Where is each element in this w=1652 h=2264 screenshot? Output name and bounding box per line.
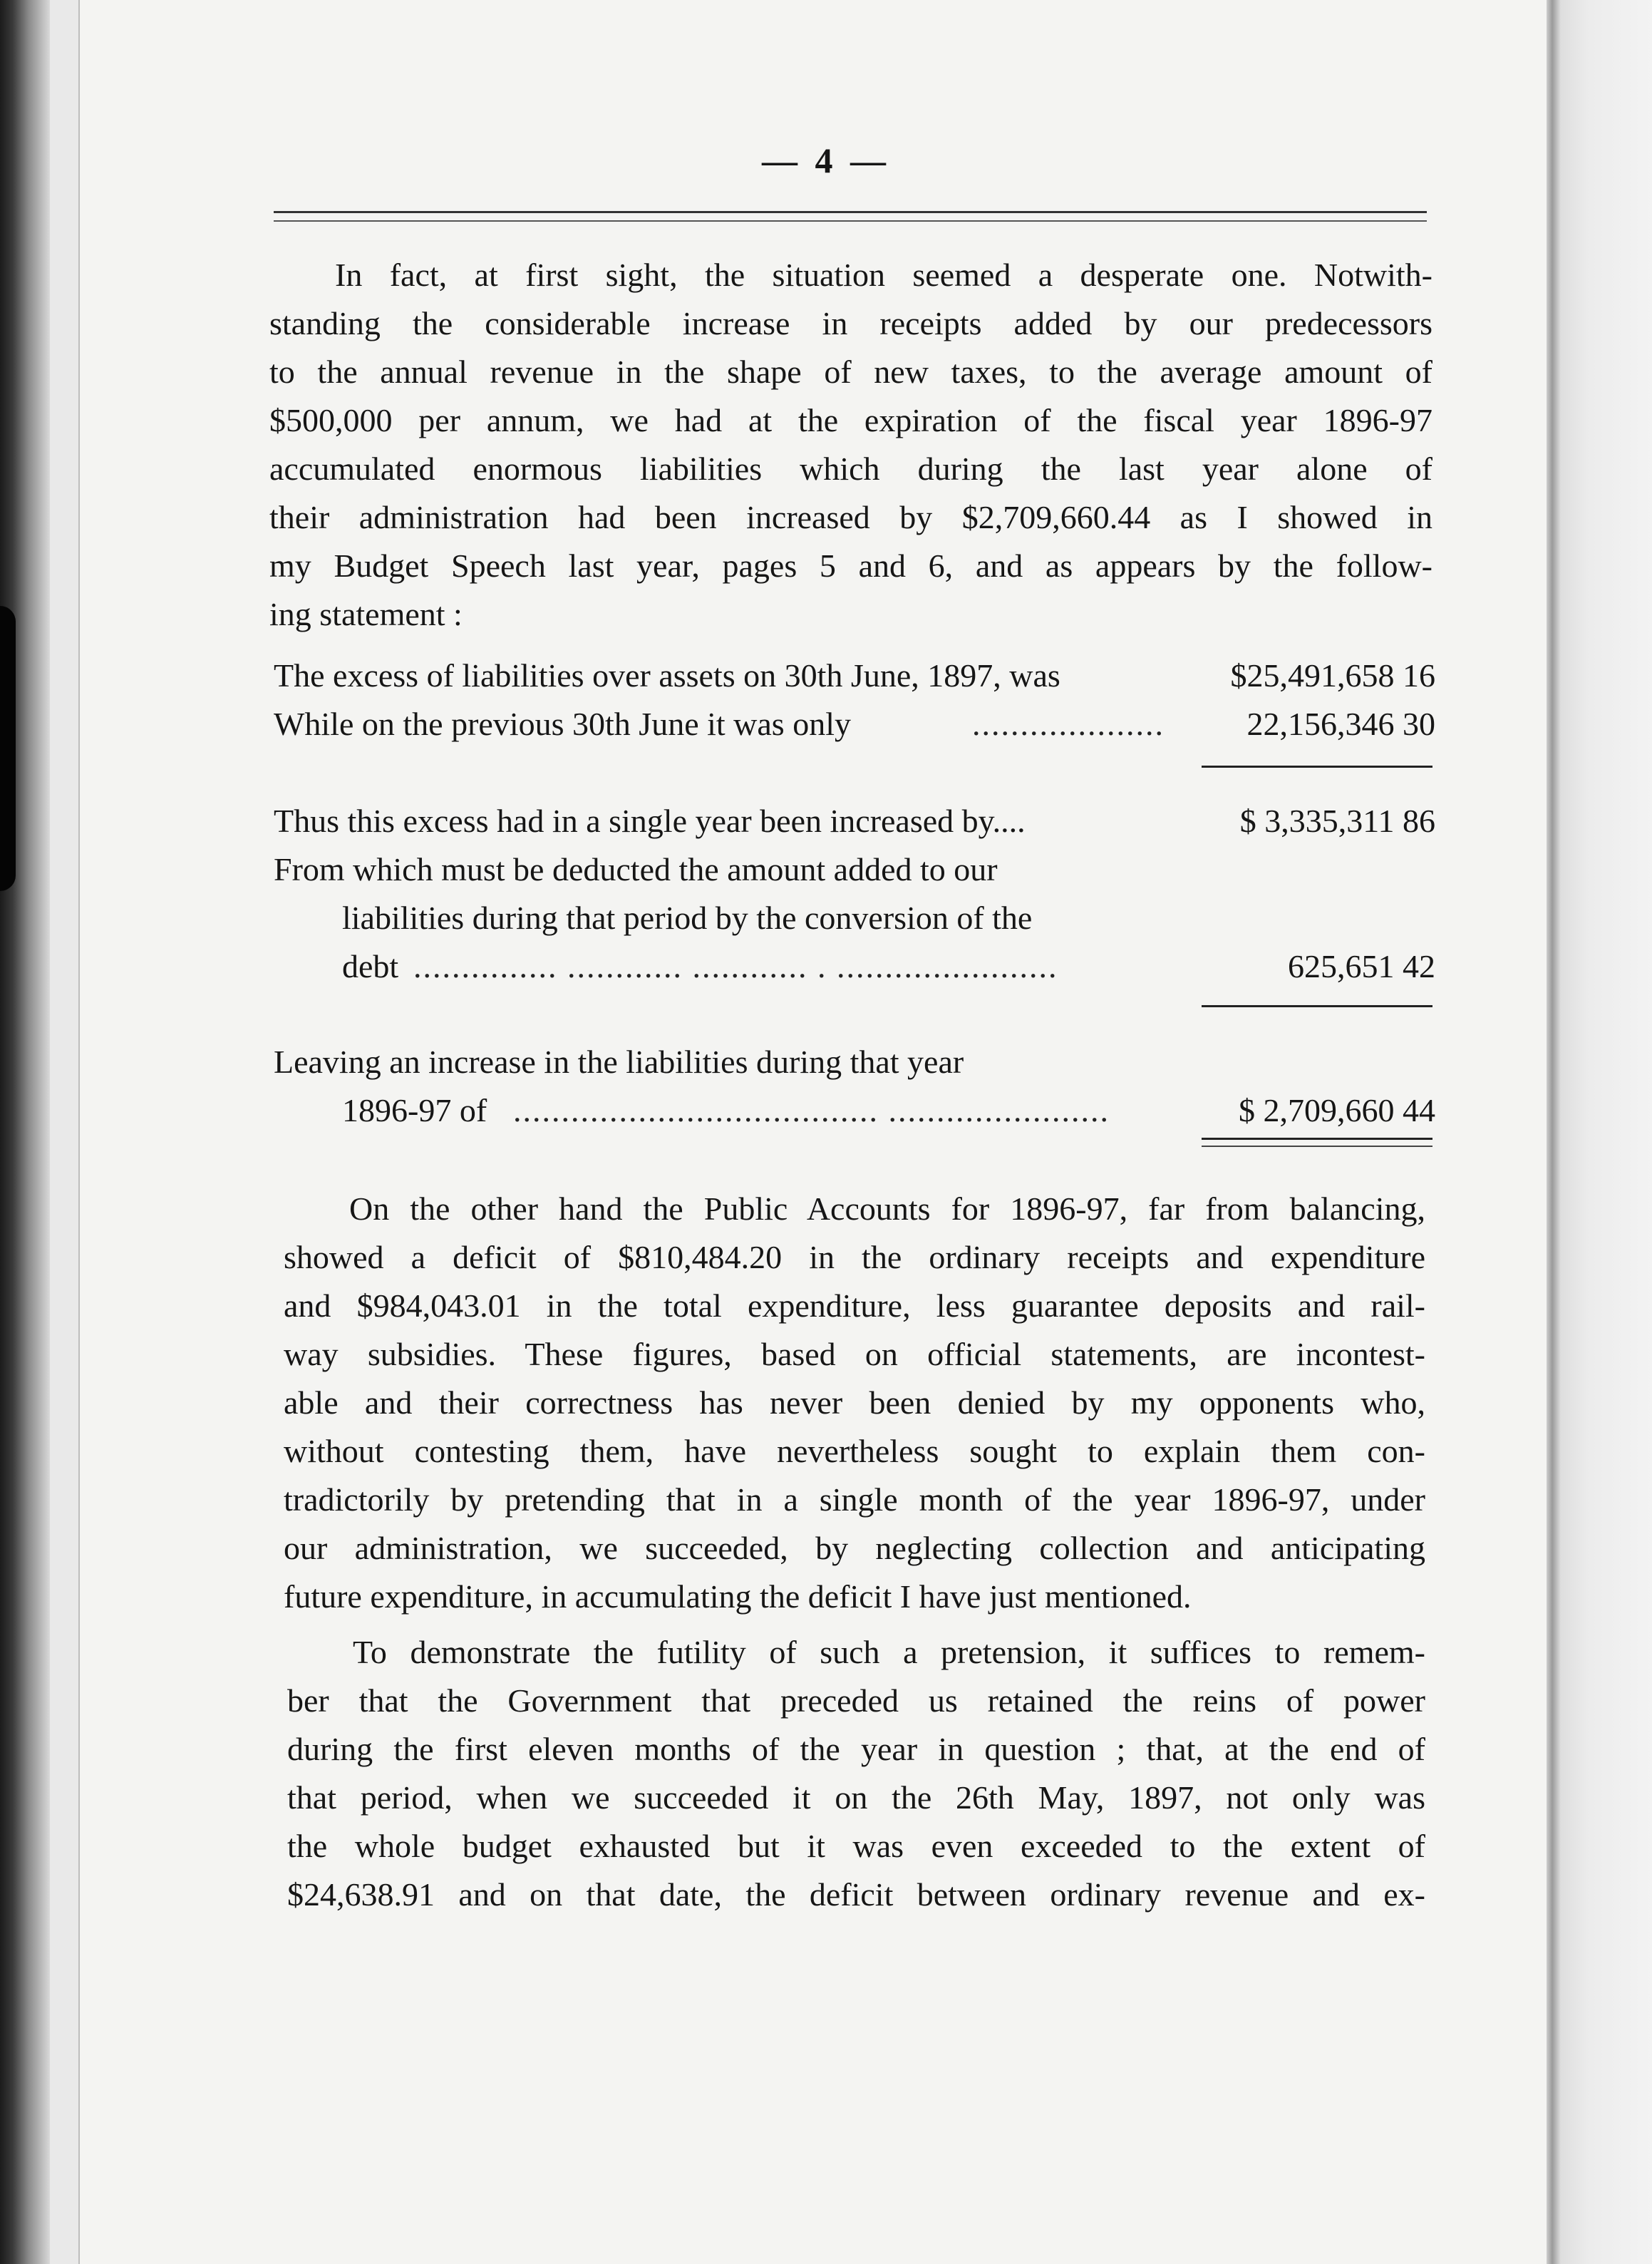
statement-label: 1896-97 of: [342, 1092, 487, 1128]
statement-row-previous-year: [274, 700, 1435, 748]
paragraph-futility: [287, 1628, 1425, 1919]
statement-label: liabilities during that period by the conversion of the: [342, 900, 1033, 936]
text-line: On the other hand the Public Accounts for 1896-97, far from balancing,: [349, 1190, 1425, 1227]
statement-row-debt: [342, 942, 1435, 991]
text-line: In fact, at first sight, the situation seemed a desperate one. Notwith-: [335, 257, 1432, 293]
subtotal-rule: [1202, 766, 1432, 768]
statement-row-deduction: [274, 845, 1435, 894]
text-line: showed a deficit of $810,484.20 in the ordinary receipts and expenditure: [284, 1239, 1425, 1275]
text-line: that period, when we succeeded it on the 26th May, 1897, not only was: [287, 1779, 1425, 1816]
text-line: To demonstrate the futility of such a pretension, it suffices to remem-: [353, 1634, 1425, 1670]
subtotal-rule: [1202, 1005, 1432, 1007]
page-number: — 4 —: [762, 140, 890, 180]
scan-left-edge: [0, 0, 50, 2264]
text-line: our administration, we succeeded, by neglecting collection and anticipating: [284, 1530, 1425, 1566]
statement-row-excess-1897: [274, 652, 1435, 700]
leader-dots: ....................: [972, 706, 1165, 742]
statement-label: Leaving an increase in the liabilities during that year: [274, 1044, 964, 1080]
statement-amount: 22,156,346 30: [1246, 706, 1435, 742]
text-line: their administration had been increased by $2,709,660.44 as I showed in: [269, 499, 1432, 535]
text-line: my Budget Speech last year, pages 5 and 6, and as appears by the follow-: [269, 547, 1432, 584]
total-double-rule: [1202, 1138, 1432, 1147]
statement-label: debt: [342, 948, 399, 984]
statement-label: Thus this excess had in a single year been increased by....: [274, 803, 1026, 839]
statement-amount: $25,491,658 16: [1230, 657, 1435, 694]
text-line: and $984,043.01 in the total expenditure, less guarantee deposits and rail-: [284, 1287, 1425, 1324]
paragraph-situation: [269, 251, 1432, 639]
statement-label: The excess of liabilities over assets on 30th June, 1897, was: [274, 657, 1060, 694]
text-line: $500,000 per annum, we had at the expiration of the fiscal year 1896-97: [269, 402, 1432, 438]
text-line: ber that the Government that preceded us retained the reins of power: [287, 1682, 1425, 1719]
text-line: during the first eleven months of the year in question ; that, at the end of: [287, 1731, 1425, 1767]
header-double-rule: [274, 211, 1427, 222]
statement-row-leaving: [274, 1038, 1435, 1086]
statement-amount: $ 3,335,311 86: [1239, 803, 1435, 839]
statement-row-deduction-cont: [342, 894, 1435, 942]
scan-left-shadow: [0, 606, 16, 891]
statement-label: From which must be deducted the amount added to our: [274, 851, 998, 887]
text-line: tradictorily by pretending that in a single month of the year 1896-97, under: [284, 1481, 1425, 1518]
statement-row-increase: [274, 797, 1435, 845]
statement-amount: 625,651 42: [1288, 948, 1435, 984]
text-line: future expenditure, in accumulating the deficit I have just mentioned.: [284, 1578, 1192, 1615]
statement-amount: $ 2,709,660 44: [1239, 1092, 1435, 1128]
leader-dots: ............... ............ ............ . .......................: [413, 948, 1058, 984]
text-line: $24,638.91 and on that date, the deficit between ordinary revenue and ex-: [287, 1876, 1425, 1913]
text-line: way subsidies. These figures, based on official statements, are incontest-: [284, 1336, 1425, 1372]
text-line: to the annual revenue in the shape of new taxes, to the average amount of: [269, 354, 1432, 390]
statement-label: While on the previous 30th June it was only: [274, 706, 851, 742]
text-line: ing statement :: [269, 596, 463, 632]
text-line: able and their correctness has never been denied by my opponents who,: [284, 1384, 1425, 1421]
leader-dots: ...................................... .......................: [513, 1092, 1110, 1128]
text-line: standing the considerable increase in receipts added by our predecessors: [269, 305, 1432, 341]
text-line: accumulated enormous liabilities which during the last year alone of: [269, 451, 1432, 487]
scan-right-edge: [1547, 0, 1652, 2264]
text-line: without contesting them, have nevertheless sought to explain them con-: [284, 1433, 1425, 1469]
text-line: the whole budget exhausted but it was even exceeded to the extent of: [287, 1828, 1425, 1864]
statement-row-total: [342, 1086, 1435, 1135]
paragraph-public-accounts: [284, 1185, 1425, 1621]
